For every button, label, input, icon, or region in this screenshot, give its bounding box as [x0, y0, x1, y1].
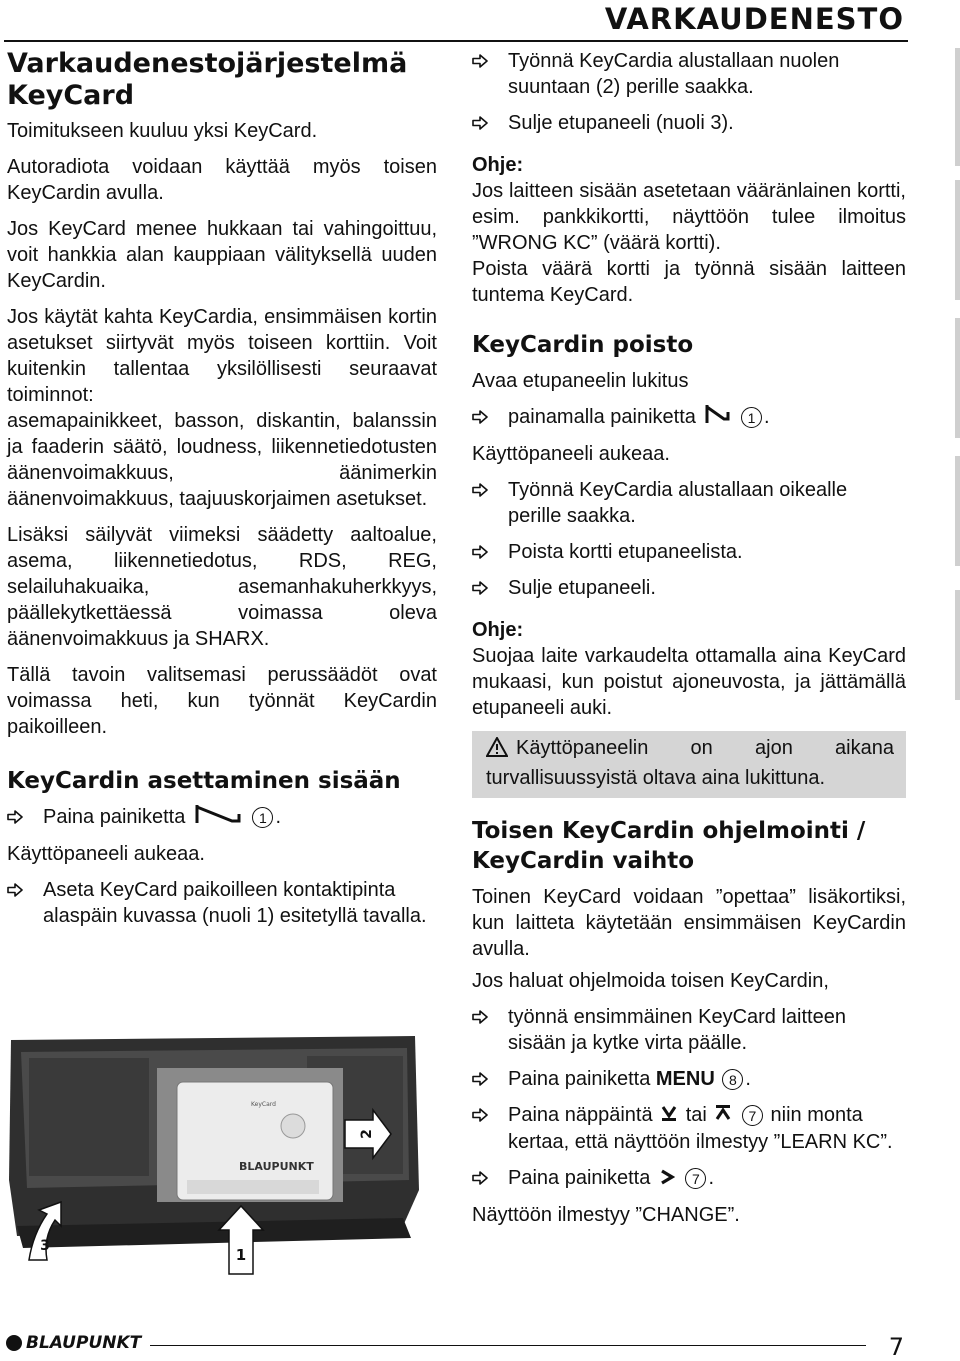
remove-heading: KeyCardin poisto: [472, 332, 694, 358]
footer-rule: [150, 1345, 866, 1346]
right-arrow-key-icon: [659, 1166, 675, 1192]
edge-tab: [955, 456, 960, 566]
step-text: Paina painiketta: [43, 806, 186, 828]
arrow-bullet-icon: [7, 804, 43, 824]
logo-dot-icon: [6, 1335, 22, 1351]
button-number-badge: 1: [252, 807, 273, 828]
keycard-insertion-photo: [7, 1030, 419, 1280]
arrow-bullet-icon: [472, 48, 508, 68]
left-column: [7, 48, 437, 939]
main-heading: Varkaudenestojärjestelmä KeyCard: [7, 48, 408, 111]
menu-key-label: MENU: [655, 1068, 715, 1091]
paragraph-two-cards: Jos käytät kahta KeyCardia, ensimmäisen kortin asetukset siirtyvät myös toiseen korttiin. Voit kuitenkin tallentaa yksilöllisesti seuraavat toiminnot:: [7, 306, 437, 406]
right-column: [472, 48, 906, 1238]
arrow-bullet-icon: [472, 110, 508, 130]
svg-text:1: 1: [235, 1246, 247, 1264]
panel-opens-text: Käyttöpaneeli aukeaa.: [472, 443, 670, 466]
card-label-text: KeyCard: [251, 1101, 276, 1108]
remove-step-push: Työnnä KeyCardia alustallaan oikealle perille saakka.: [472, 477, 906, 529]
paragraph-lost-card: Jos KeyCard menee hukkaan tai vahingoittuu, voit hankkia alan kauppiaan välityksellä uuden KeyCardin.: [7, 218, 437, 292]
paragraph-second-card: Autoradiota voidaan käyttää myös toisen KeyCardin avulla.: [7, 156, 437, 204]
blaupunkt-logo: BLAUPUNKT: [6, 1333, 141, 1353]
step-text: Aseta KeyCard paikoilleen kontaktipinta alaspäin kuvassa (nuoli 1) esitetyllä tavalla.: [43, 879, 427, 928]
edge-tab: [955, 180, 960, 300]
program-step-insert: työnnä ensimmäinen KeyCard laitteen sisään ja kytke virta päälle.: [472, 1004, 906, 1056]
program-step-arrows: Paina näppäintä tai 7 niin monta kertaa, että näyttöön ilmestyy ”LEARN KC”.: [472, 1102, 906, 1155]
button-number-badge: 7: [742, 1105, 763, 1126]
edge-tab: [955, 590, 960, 700]
button-number-badge: 8: [722, 1069, 743, 1090]
warning-text: Käyttöpaneelin on ajon aikana turvallisuussyistä oltava aina lukittuna.: [486, 737, 894, 790]
svg-text:3: 3: [40, 1238, 50, 1254]
down-arrow-key-icon: [661, 1103, 677, 1129]
paragraph-basic-settings: Tällä tavoin valitsemasi perussäädöt ovat voimassa heti, kun työnnät KeyCardin paikoilleen.: [7, 664, 437, 738]
arrow-bullet-icon: [472, 477, 508, 497]
note-protect: Suojaa laite varkaudelta ottamalla aina KeyCard mukaasi, kun poistut ajoneuvosta, ja jättämällä etupaneeli auki.: [472, 645, 906, 720]
arrow-bullet-icon: [7, 877, 43, 897]
program-step-menu: Paina painiketta MENU 8 .: [472, 1066, 906, 1092]
remove-step-press: painamalla painiketta 1 .: [472, 404, 906, 431]
paragraph-settings-list: asemapainikkeet, basson, diskantin, balanssin ja faaderin säätö, loudness, liikennetiedotusten äänenvoimakkuus, äänimerkin äänenvoimakkuus, taajuuskorjaimen asetukset.: [7, 410, 437, 510]
card-brand-text: BLAUPUNKT: [239, 1160, 314, 1173]
paragraph-teach: Toinen KeyCard voidaan ”opettaa” lisäkortiksi, kun laitteta käytetään ensimmäisen KeyCardin avulla.: [472, 886, 906, 961]
button-number-badge: 7: [685, 1168, 706, 1189]
warning-triangle-icon: [486, 737, 508, 765]
button-number-badge: 1: [741, 407, 762, 428]
second-card-heading: Toisen KeyCardin ohjelmointi / KeyCardin vaihto: [472, 818, 866, 875]
step-push-card: Työnnä KeyCardia alustallaan nuolen suuntaan (2) perille saakka.: [472, 48, 906, 100]
paragraph-program: Jos haluat ohjelmoida toisen KeyCardin,: [472, 970, 829, 993]
edge-tab: [955, 318, 960, 438]
note-label: Ohje:: [472, 154, 524, 176]
arrow-bullet-icon: [472, 1004, 508, 1024]
step-close-panel: Sulje etupaneeli (nuoli 3).: [472, 110, 906, 136]
arrow-bullet-icon: [472, 1102, 508, 1122]
page-number: 7: [888, 1333, 904, 1361]
note-label: Ohje:: [472, 619, 524, 642]
svg-text:2: 2: [359, 1129, 375, 1139]
remove-intro: Avaa etupaneelin lukitus: [472, 370, 689, 392]
panel-opens-text: Käyttöpaneeli aukeaa.: [7, 843, 205, 866]
header-rule: [4, 40, 908, 42]
release-button-icon: [704, 404, 730, 431]
up-arrow-key-icon: [715, 1103, 731, 1129]
section-header-title: VARKAUDENESTO: [604, 2, 904, 36]
arrow-bullet-icon: [472, 404, 508, 424]
note-remove-wrong: Poista väärä kortti ja työnnä sisään laitteen tuntema KeyCard.: [472, 258, 906, 306]
remove-step-take-out: Poista kortti etupaneelista.: [472, 539, 906, 565]
insert-step-place-card: [7, 877, 437, 929]
edge-tab: [955, 48, 960, 166]
insert-step-press-button: Paina painiketta 1 .: [7, 804, 437, 831]
note-wrong-card: Jos laitteen sisään asetetaan vääränlainen kortti, esim. pankkikortti, näyttöön tulee ilmoitus ”WRONG KC” (väärä kortti).: [472, 180, 906, 254]
remove-step-close: Sulje etupaneeli.: [472, 575, 906, 601]
display-change-text: Näyttöön ilmestyy ”CHANGE”.: [472, 1203, 740, 1226]
paragraph-retained: Lisäksi säilyvät viimeksi säädetty aaltoalue, asema, liikennetiedotus, RDS, REG, selailuhakuaika, asemanhakuherkkyys, päällekytkettäessä voimassa oleva äänenvoimakkuus ja SHARX.: [7, 524, 437, 650]
release-button-icon: [194, 804, 242, 831]
arrow-bullet-icon: [472, 1066, 508, 1086]
warning-box: [472, 731, 906, 798]
paragraph-delivery: Toimitukseen kuuluu yksi KeyCard.: [7, 120, 318, 142]
arrow-bullet-icon: [472, 1165, 508, 1185]
insert-heading: KeyCardin asettaminen sisään: [7, 768, 401, 794]
arrow-bullet-icon: [472, 539, 508, 559]
arrow-bullet-icon: [472, 575, 508, 595]
program-step-confirm: Paina painiketta 7 .: [472, 1165, 906, 1192]
